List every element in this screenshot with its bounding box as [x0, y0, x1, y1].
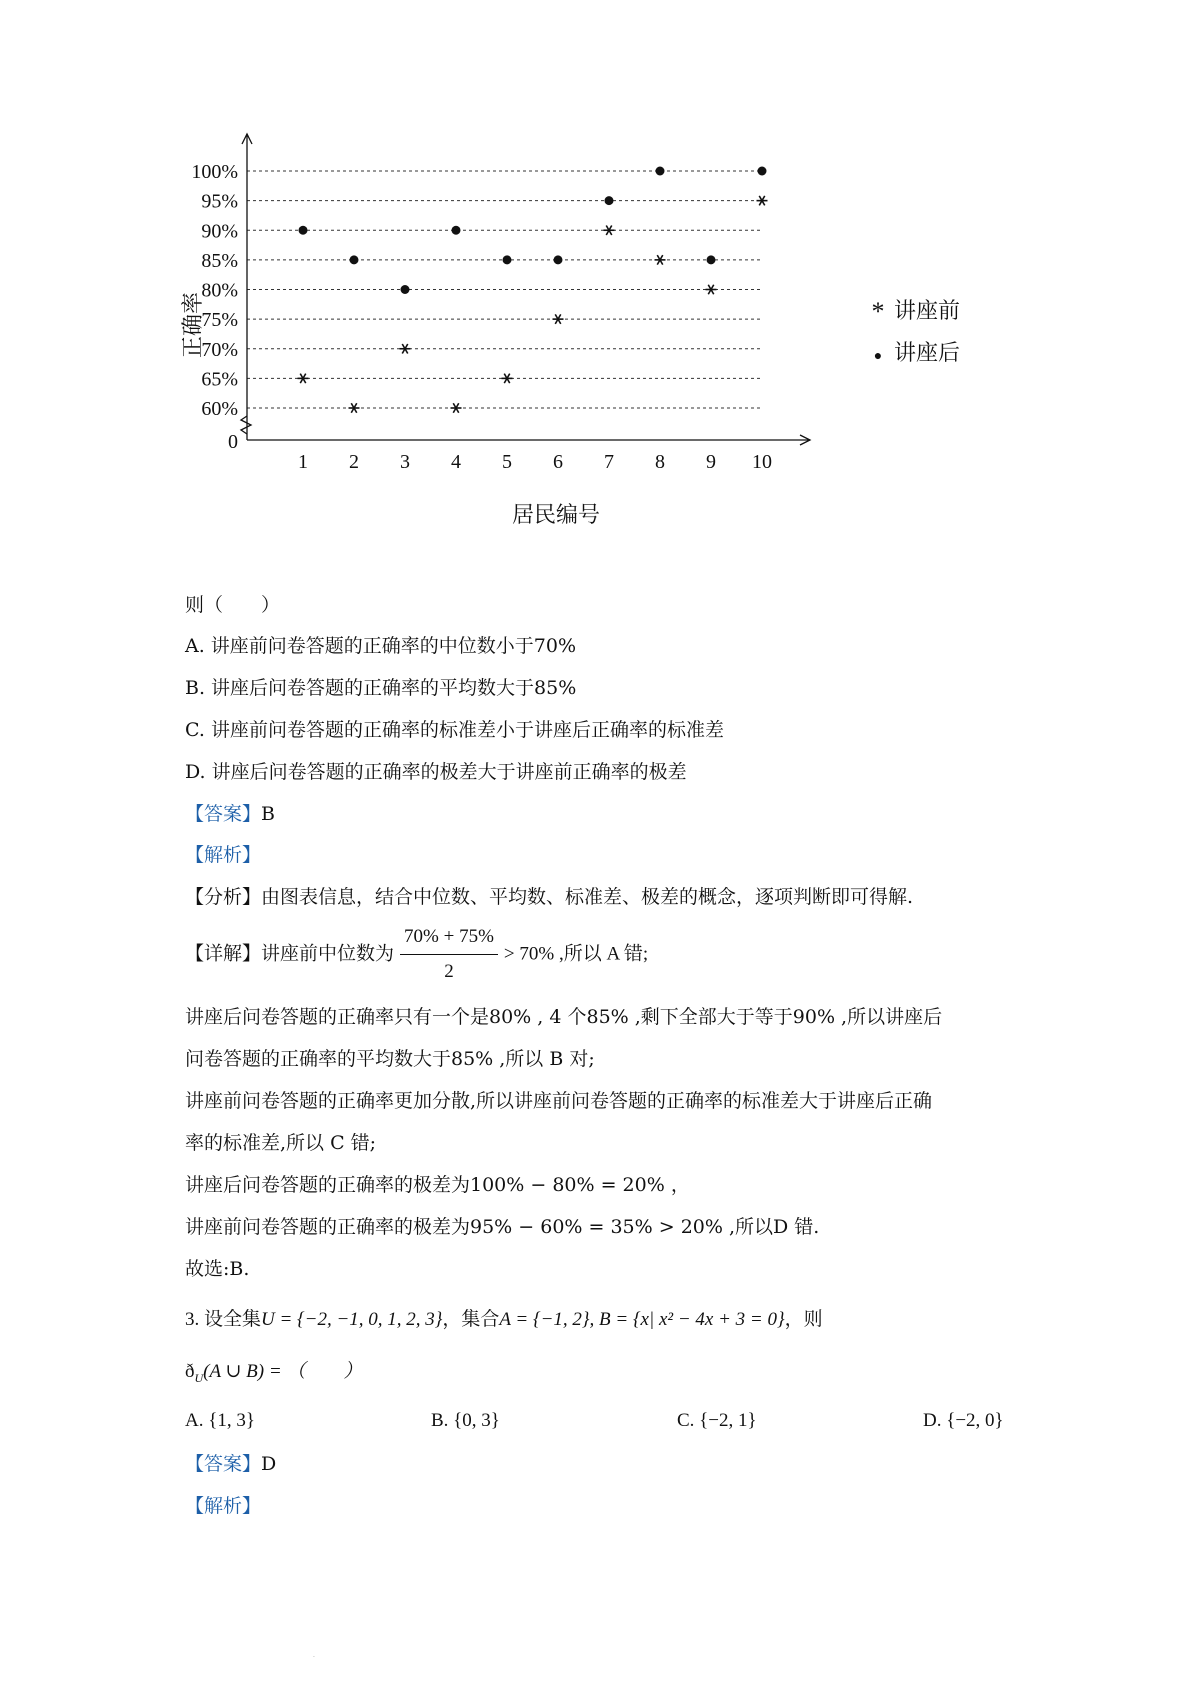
q3-stem-b: ，集合 — [442, 1309, 500, 1330]
y-tick-label: 85% — [201, 249, 238, 272]
x-tick-label: 3 — [400, 451, 410, 473]
x-axis-label: 居民编号 — [511, 502, 601, 527]
xiangjie-post: > 70% ,所以 A 错; — [503, 943, 649, 965]
q2-stem: 则（ ） — [185, 594, 281, 616]
q2-detail-line-4: 率的标准差,所以 C 错; — [185, 1132, 377, 1154]
xiangjie-pre: 讲座前中位数为 — [261, 942, 395, 965]
x-tick-label: 8 — [655, 451, 665, 473]
q2-answer — [185, 802, 275, 826]
q2-detail-line-3: 讲座前问卷答题的正确率更加分散,所以讲座前问卷答题的正确率的标准差大于讲座后正确 — [185, 1090, 933, 1112]
q2-detail-line-1: 讲座后问卷答题的正确率只有一个是80% , 4 个85% ,剩下全部大于等于90% ,所以讲座后 — [185, 1006, 943, 1028]
x-tick-label: 7 — [604, 451, 614, 473]
q3-stem-c: ，则 — [784, 1309, 823, 1330]
analysis-tag: 【解析】 — [185, 844, 262, 866]
complement-symbol: ð — [185, 1361, 195, 1382]
legend-symbol-after: ● — [873, 349, 883, 364]
fenxi-text: 由图表信息，结合中位数、平均数、标准差、极差的概念，逐项判断即可得解. — [261, 886, 914, 908]
q3-answer — [185, 1452, 276, 1476]
y-tick-label: 80% — [201, 279, 238, 302]
q2-option-d: D. 讲座后问卷答题的正确率的极差大于讲座前正确率的极差 — [185, 761, 687, 783]
y-tick-label: 95% — [201, 190, 238, 213]
q3-option-b: B. {0, 3} — [431, 1410, 500, 1431]
y-tick-label: 0 — [228, 431, 238, 453]
answer-tag: 【答案】 — [185, 803, 262, 825]
q3-set-u: U = {−2, −1, 0, 1, 2, 3} — [261, 1309, 443, 1330]
fraction-denominator: 2 — [444, 961, 454, 982]
q2-detail-line-6: 讲座前问卷答题的正确率的极差为95% − 60% = 35% > 20% ,所以D 错. — [185, 1216, 820, 1238]
fenxi-tag: 【分析】 — [185, 886, 262, 908]
q2-detail-line-5: 讲座后问卷答题的正确率的极差为100% − 80% = 20% ， — [185, 1174, 690, 1196]
q3-option-d: D. {−2, 0} — [923, 1410, 1004, 1431]
fraction-numerator: 70% + 75% — [400, 922, 498, 955]
y-tick-label: 60% — [201, 398, 238, 420]
q2-fenxi — [185, 885, 913, 909]
y-tick-label: 65% — [201, 368, 238, 391]
q2-option-a: A. 讲座前问卷答题的正确率的中位数小于70% — [185, 635, 577, 657]
q3-option-a: A. {1, 3} — [185, 1410, 255, 1431]
legend-label-before: 讲座前 — [894, 298, 961, 323]
q2-xiangjie — [185, 922, 648, 987]
x-tick-label: 1 — [298, 451, 308, 473]
q3-answer-tag: 【答案】 — [185, 1453, 262, 1475]
q3-analysis-tag: 【解析】 — [185, 1495, 262, 1517]
complement-subscript: U — [194, 1370, 204, 1385]
q3-analysis-heading — [185, 1494, 261, 1518]
y-tick-label: 100% — [191, 161, 238, 183]
q3-set-b: {x| x² − 4x + 3 = 0} — [632, 1309, 785, 1330]
q2-detail-line-2: 问卷答题的正确率的平均数大于85% ,所以 B 对; — [185, 1048, 595, 1070]
q3-set-a: A = {−1, 2}, B = — [499, 1309, 629, 1330]
legend-label-after: 讲座后 — [894, 340, 961, 365]
y-tick-label: 70% — [201, 338, 238, 361]
q3-answer-value: D — [261, 1453, 277, 1475]
q3-options — [185, 1410, 1025, 1438]
footer-mark: . — [313, 1652, 315, 1659]
xiangjie-tag: 【详解】 — [185, 942, 262, 965]
q3-question — [185, 1360, 362, 1390]
x-tick-label: 2 — [349, 451, 359, 473]
q3-stem-a: 3. 设全集 — [185, 1309, 262, 1330]
q2-option-c: C. 讲座前问卷答题的正确率的标准差小于讲座后正确率的标准差 — [185, 719, 724, 741]
y-tick-label: 75% — [201, 309, 238, 332]
x-tick-label: 4 — [451, 451, 461, 473]
answer-value: B — [261, 803, 275, 825]
y-axis-label: 正确率 — [180, 291, 205, 359]
median-fraction — [400, 922, 498, 987]
q3-stem — [185, 1308, 823, 1332]
q3-option-c: C. {−2, 1} — [677, 1410, 757, 1431]
q2-analysis-heading — [185, 843, 261, 867]
y-tick-label: 90% — [201, 220, 238, 243]
q2-option-b: B. 讲座后问卷答题的正确率的平均数大于85% — [185, 677, 577, 699]
x-tick-label: 9 — [706, 451, 716, 473]
legend-symbol-before: * — [871, 297, 885, 326]
q2-detail-line-7: 故选:B. — [185, 1258, 250, 1280]
x-tick-label: 6 — [553, 451, 563, 473]
q3-question-text: (A ∪ B) = （ ） — [203, 1361, 363, 1382]
x-tick-label: 5 — [502, 451, 512, 473]
x-tick-label: 10 — [752, 451, 772, 473]
